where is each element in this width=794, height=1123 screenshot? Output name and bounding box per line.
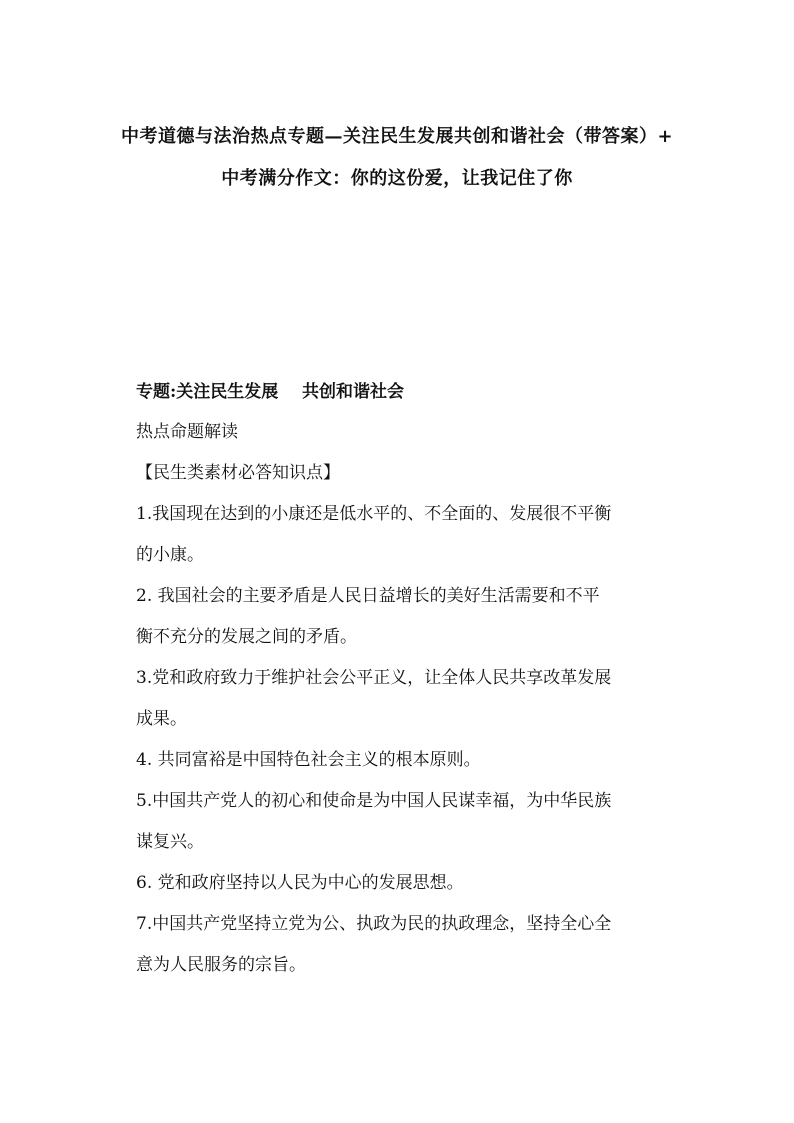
knowledge-points-title: 【民生类素材必答知识点】	[136, 463, 340, 483]
body-line: 1.我国现在达到的小康还是低水平的、不全面的、发展很不平衡	[136, 504, 612, 524]
body-line: 意为人民服务的宗旨。	[136, 955, 306, 975]
body-line: 的小康。	[136, 545, 204, 565]
body-line: 成果。	[136, 709, 187, 729]
body-line: 6. 党和政府坚持以人民为中心的发展思想。	[136, 873, 464, 893]
body-line: 2. 我国社会的主要矛盾是人民日益增长的美好生活需要和不平	[136, 586, 600, 606]
body-line: 谋复兴。	[136, 832, 204, 852]
document-body	[136, 372, 676, 986]
body-line: 5.中国共产党人的初心和使命是为中国人民谋幸福，为中华民族	[136, 791, 612, 811]
section-subheading: 热点命题解读	[136, 422, 238, 442]
document-title-line-2: 中考满分作文：你的这份爱，让我记住了你	[221, 168, 573, 189]
document-title-line-1: 中考道德与法治热点专题—关注民生发展共创和谐社会（带答案）+	[120, 126, 674, 147]
body-line: 3.党和政府致力于维护社会公平正义，让全体人民共享改革发展	[136, 668, 612, 688]
body-line: 4. 共同富裕是中国特色社会主义的根本原则。	[136, 750, 481, 770]
body-line: 7.中国共产党坚持立党为公、执政为民的执政理念，坚持全心全	[136, 914, 612, 934]
section-heading: 专题:关注民生发展 共创和谐社会	[136, 382, 404, 402]
body-line: 衡不充分的发展之间的矛盾。	[136, 627, 357, 647]
